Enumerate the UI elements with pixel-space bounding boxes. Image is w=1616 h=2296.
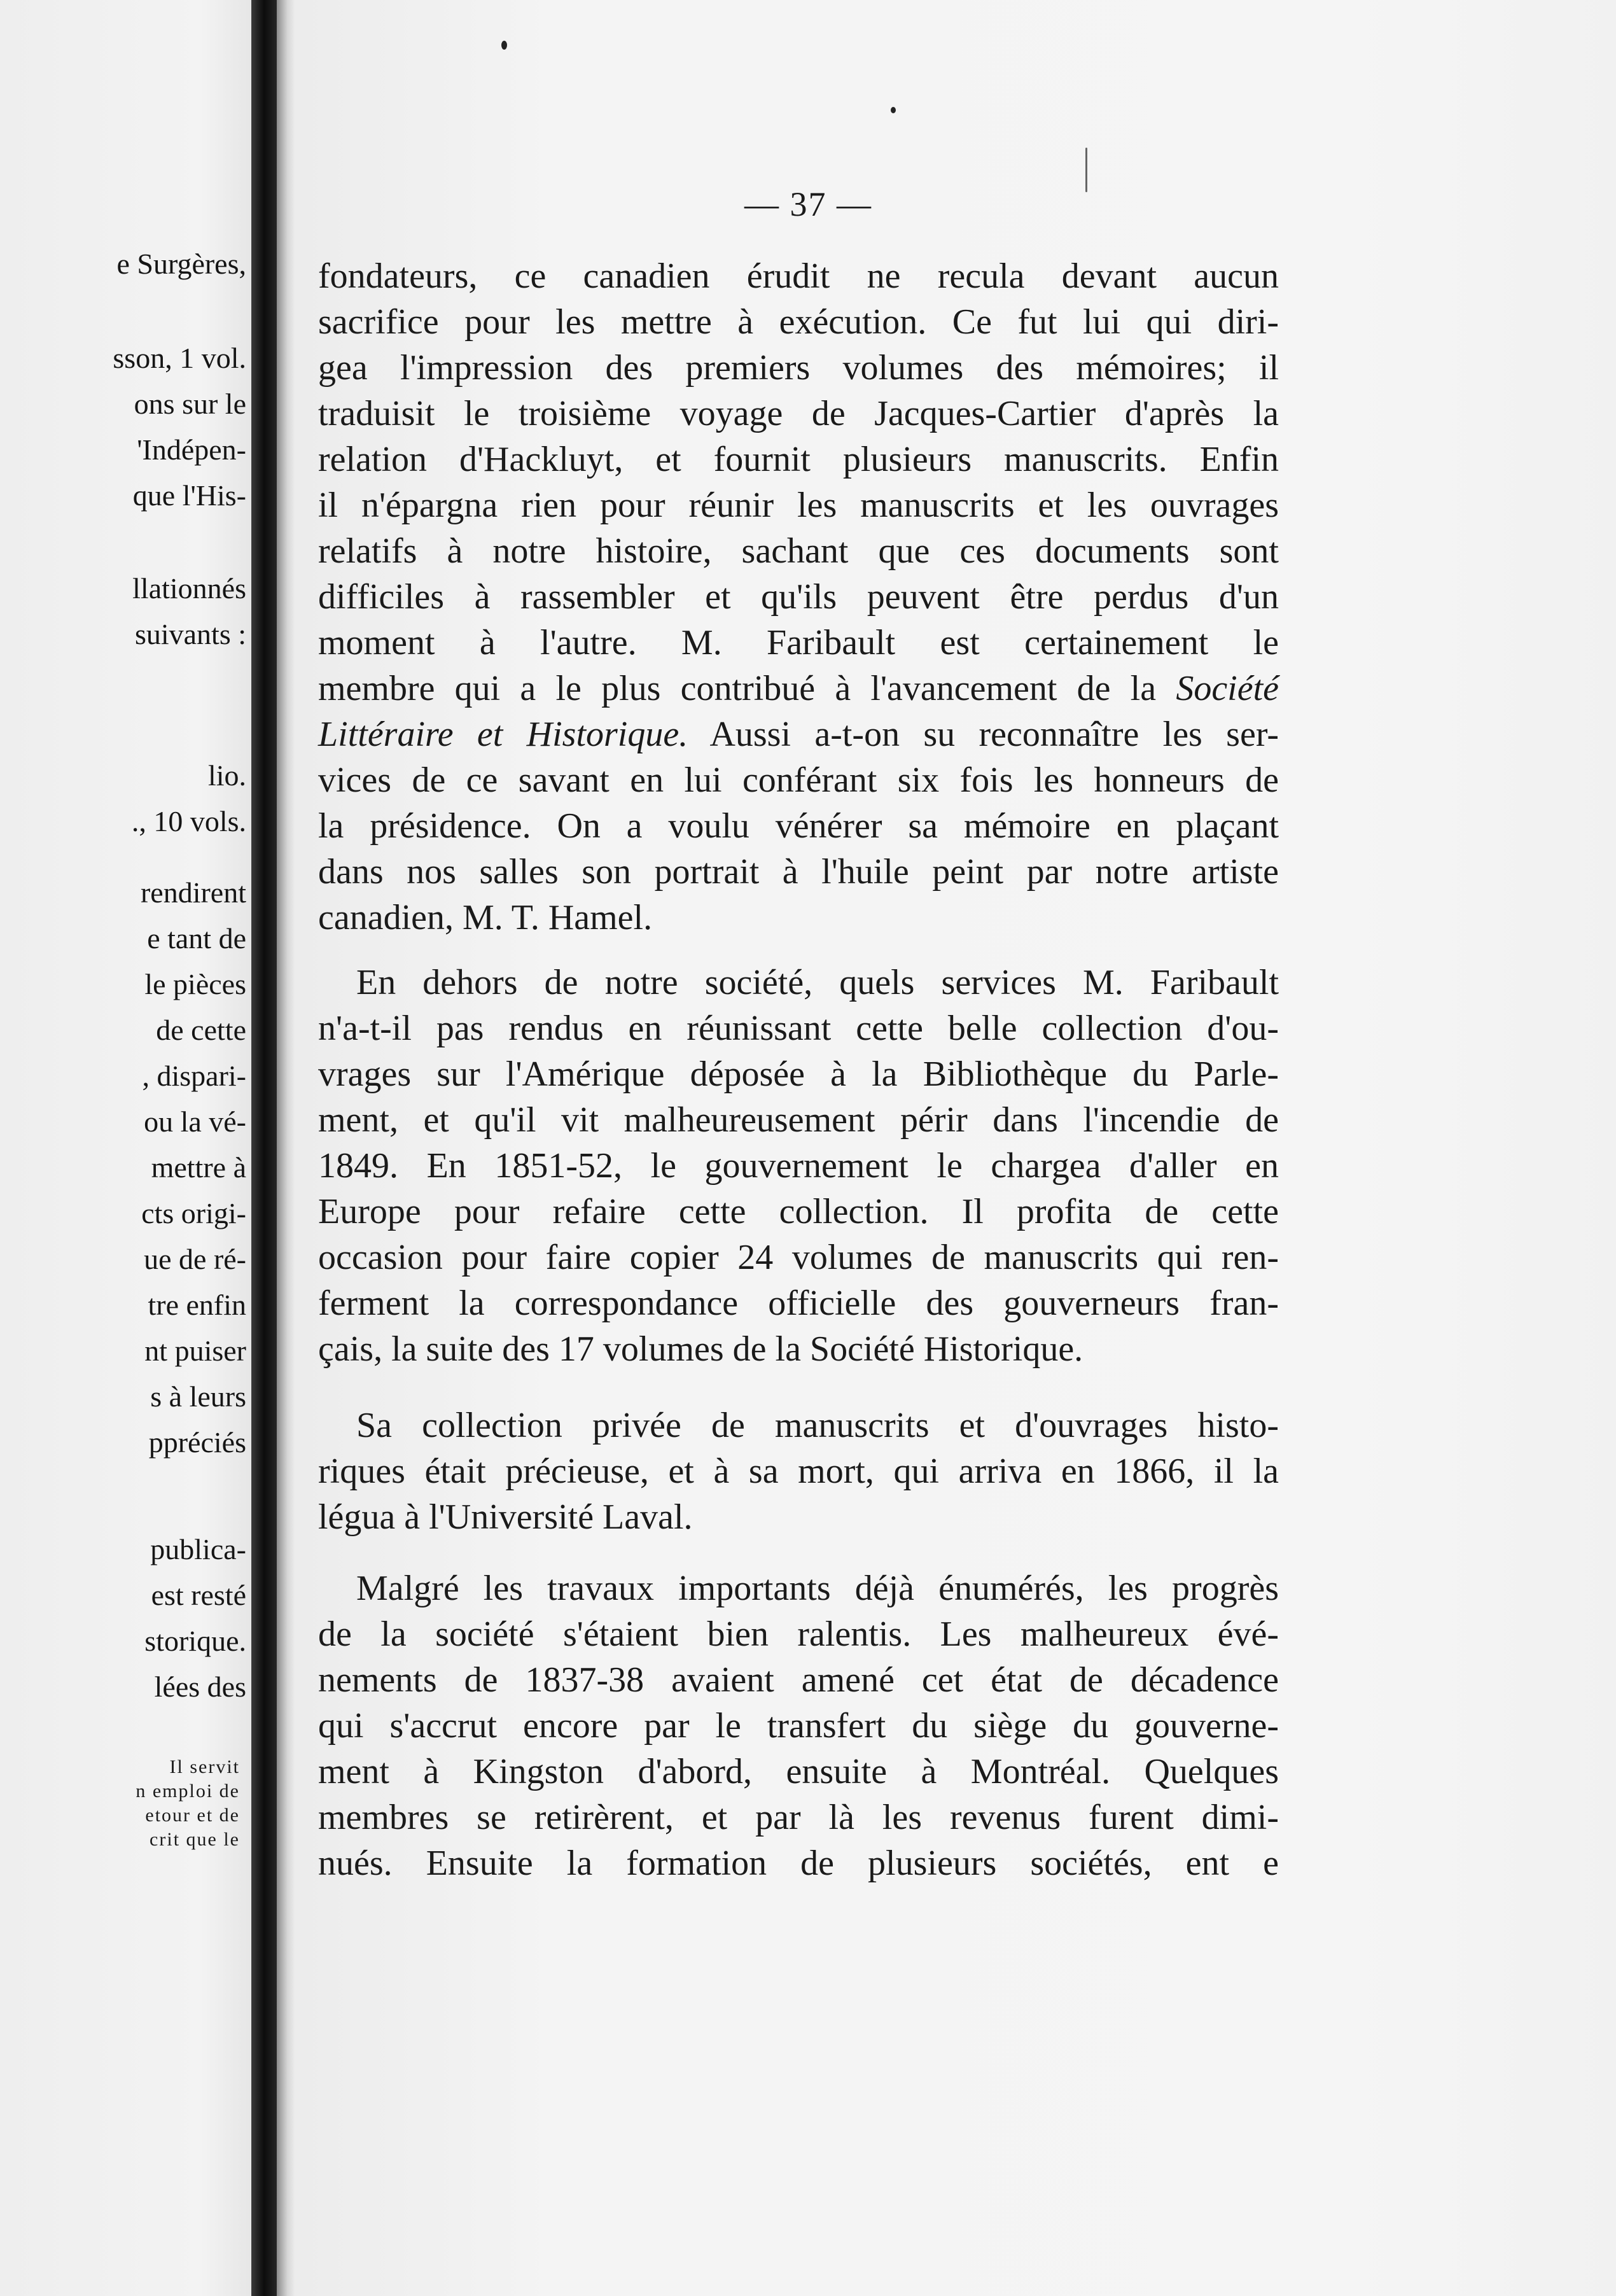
text-line: difficiles à rassembler et qu'ils peuvent être perdus d'un <box>318 577 1279 617</box>
text-line: ment à Kingston d'abord, ensuite à Montréal. Quelques <box>318 1752 1279 1791</box>
text-line: ment, et qu'il vit malheureusement périr dans l'incendie de <box>318 1100 1279 1140</box>
facing-footnote-line: etour et de <box>145 1805 240 1826</box>
facing-line: mettre à <box>151 1151 246 1184</box>
text-line: Malgré les travaux importants déjà énumérés, les progrès <box>356 1569 1279 1608</box>
text-line: çais, la suite des 17 volumes de la Société Historique. <box>318 1329 1083 1369</box>
facing-line: ons sur le <box>134 388 246 420</box>
text-line: En dehors de notre société, quels services M. Faribault <box>356 963 1279 1002</box>
text-line: gea l'impression des premiers volumes des mémoires; il <box>318 348 1279 388</box>
text-line-with-italic <box>318 666 1279 711</box>
facing-line: nt puiser <box>144 1334 246 1367</box>
text-line: riques était précieuse, et à sa mort, qui arriva en 1866, il la <box>318 1452 1279 1491</box>
paragraph-1 <box>318 253 1279 941</box>
facing-line: que l'His- <box>132 479 246 512</box>
facing-line: publica- <box>150 1533 246 1565</box>
spine-shadow <box>277 0 295 2296</box>
paragraph-3 <box>318 1403 1279 1540</box>
facing-line: ou la vé- <box>144 1105 246 1138</box>
text-line: sacrifice pour les mettre à exécution. Ce fut lui qui diri- <box>318 302 1279 342</box>
text-line: 1849. En 1851-52, le gouvernement le chargea d'aller en <box>318 1146 1279 1186</box>
text-line: nués. Ensuite la formation de plusieurs sociétés, ent e <box>318 1844 1279 1883</box>
text-line: canadien, M. T. Hamel. <box>318 898 653 937</box>
ink-speck <box>501 41 507 50</box>
text-line: dans nos salles son portrait à l'huile peint par notre artiste <box>318 852 1279 892</box>
facing-page <box>0 0 251 2296</box>
paragraph-2 <box>318 960 1279 1372</box>
facing-line: ppréciés <box>148 1426 246 1459</box>
paper-mark <box>1085 148 1087 192</box>
facing-line: lio. <box>207 759 246 792</box>
text-line: la présidence. On a voulu vénérer sa mémoire en plaçant <box>318 806 1279 846</box>
ink-speck <box>891 107 896 113</box>
facing-line: lées des <box>154 1670 246 1703</box>
text-line: n'a-t-il pas rendus en réunissant cette belle collection d'ou- <box>318 1009 1279 1048</box>
text-line: traduisit le troisième voyage de Jacques-Cartier d'après la <box>318 394 1279 433</box>
facing-line: storique. <box>144 1625 246 1657</box>
text-line: vrages sur l'Amérique déposée à la Bibliothèque du Parle- <box>318 1054 1279 1094</box>
facing-line: est resté <box>151 1579 246 1611</box>
facing-footnote-line: crit que le <box>150 1829 240 1850</box>
facing-footnote-line: n emploi de <box>136 1781 240 1802</box>
paragraph-4 <box>318 1565 1279 1886</box>
facing-line: cts origi- <box>141 1197 246 1229</box>
facing-line: , dispari- <box>142 1060 246 1092</box>
facing-line: ue de ré- <box>144 1243 246 1275</box>
book-gutter <box>251 0 277 2296</box>
italic-society-name: Société <box>1176 669 1279 708</box>
facing-line: s à leurs <box>150 1380 246 1413</box>
text-line: légua à l'Université Laval. <box>318 1497 693 1537</box>
facing-line: de cette <box>156 1014 246 1046</box>
text-line-with-italic <box>318 711 1279 757</box>
text-line: de la société s'étaient bien ralentis. Les malheureux évé- <box>318 1614 1279 1654</box>
text-line: ferment la correspondance officielle des gouverneurs fran- <box>318 1284 1279 1323</box>
text-line: fondateurs, ce canadien érudit ne recula devant aucun <box>318 256 1279 296</box>
text-line: relatifs à notre histoire, sachant que ces documents sont <box>318 531 1279 571</box>
text-line: occasion pour faire copier 24 volumes de manuscrits qui ren- <box>318 1238 1279 1277</box>
facing-line: e Surgères, <box>116 248 246 280</box>
facing-line: suivants : <box>134 618 246 650</box>
text-line: Sa collection privée de manuscrits et d'ouvrages histo- <box>356 1406 1279 1445</box>
text-line: vices de ce savant en lui conférant six fois les honneurs de <box>318 760 1279 800</box>
text-line: moment à l'autre. M. Faribault est certainement le <box>318 623 1279 662</box>
text-line: nements de 1837-38 avaient amené cet état de décadence <box>318 1660 1279 1700</box>
facing-line: llationnés <box>132 572 246 605</box>
facing-line: e tant de <box>147 922 246 955</box>
text-segment: Aussi a-t-on su reconnaître les ser- <box>688 715 1279 754</box>
italic-society-name: Littéraire et Historique. <box>318 715 688 754</box>
facing-line: rendirent <box>140 876 246 909</box>
text-line: relation d'Hackluyt, et fournit plusieurs manuscrits. Enfin <box>318 440 1279 479</box>
text-segment: membre qui a le plus contribué à l'avancement de la <box>318 669 1157 708</box>
facing-footnote-line: Il servit <box>169 1756 240 1777</box>
facing-line: tre enfin <box>148 1289 246 1321</box>
text-line: Europe pour refaire cette collection. Il profita de cette <box>318 1192 1279 1231</box>
text-line: membres se retirèrent, et par là les revenus furent dimi- <box>318 1798 1279 1837</box>
facing-line: ., 10 vols. <box>131 805 246 837</box>
text-line: qui s'accrut encore par le transfert du siège du gouverne- <box>318 1706 1279 1746</box>
facing-line: sson, 1 vol. <box>113 342 246 374</box>
text-line: il n'épargna rien pour réunir les manuscrits et les ouvrages <box>318 486 1279 525</box>
facing-line: 'Indépen- <box>137 433 246 466</box>
facing-line: le pièces <box>144 968 246 1000</box>
page-number: — 37 — <box>744 185 872 223</box>
